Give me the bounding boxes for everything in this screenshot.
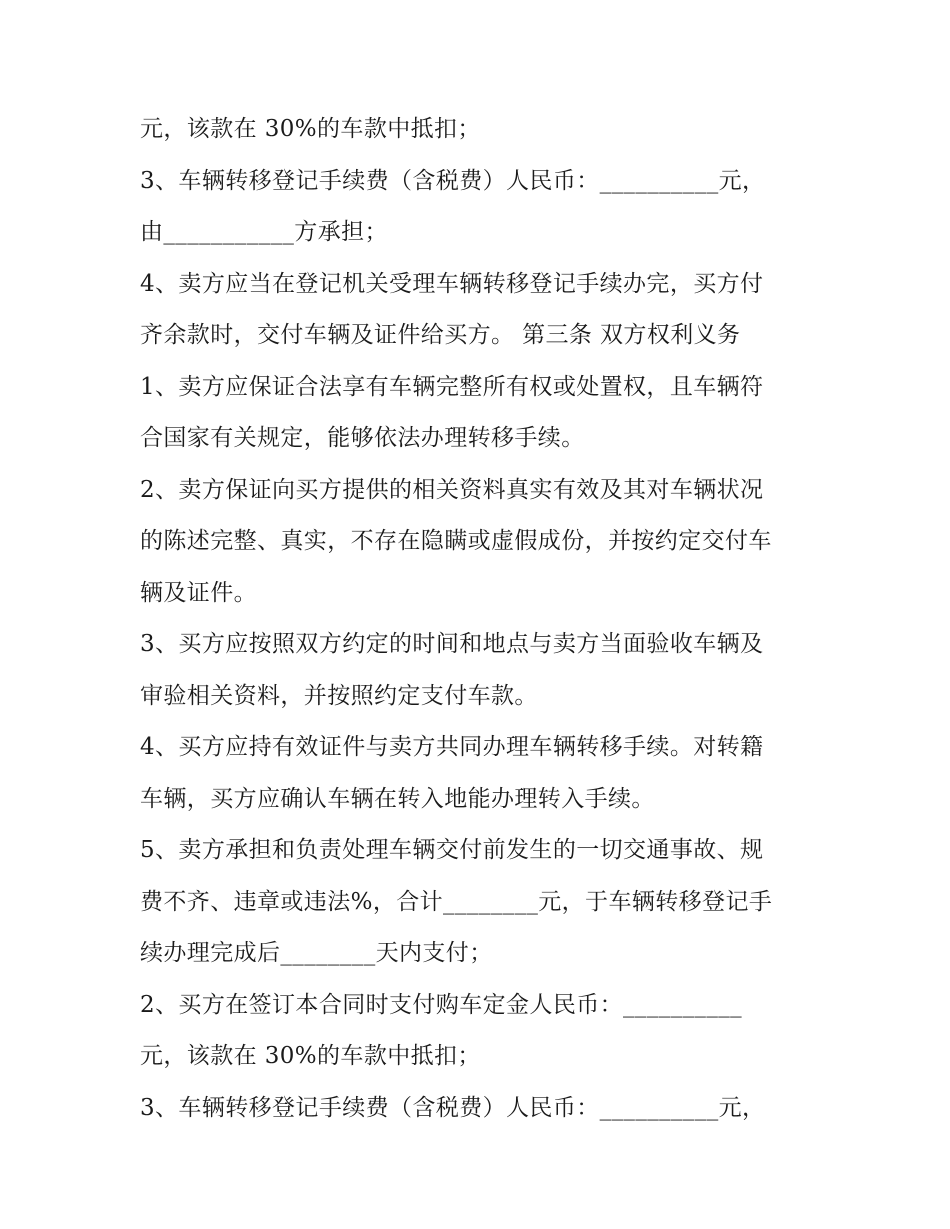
text-line: 3、买方应按照双方约定的时间和地点与卖方当面验收车辆及 bbox=[140, 631, 764, 657]
text-line: 元，该款在 30%的车款中抵扣； bbox=[140, 1043, 481, 1069]
text-line: 2、买方在签订本合同时支付购车定金人民币：__________ bbox=[140, 991, 743, 1018]
document-body bbox=[140, 104, 830, 1134]
text-line: 2、卖方保证向买方提供的相关资料真实有效及其对车辆状况 bbox=[140, 476, 764, 503]
text-line: 车辆，买方应确认车辆在转入地能办理转入手续。 bbox=[140, 785, 655, 812]
text-line: 4、买方应持有效证件与卖方共同办理车辆转移手续。对转籍 bbox=[140, 734, 764, 760]
text-line: 的陈述完整、真实，不存在隐瞒或虚假成份，并按约定交付车 bbox=[140, 528, 772, 554]
text-line: 费不齐、违章或违法%，合计________元，于车辆转移登记手 bbox=[140, 888, 773, 915]
text-line: 辆及证件。 bbox=[140, 579, 257, 606]
text-line: 合国家有关规定，能够依法办理转移手续。 bbox=[140, 425, 585, 451]
text-line: 审验相关资料，并按照约定支付车款。 bbox=[140, 682, 538, 709]
text-line: 齐余款时，交付车辆及证件给买方。 第三条 双方权利义务 bbox=[140, 322, 741, 348]
text-line: 3、车辆转移登记手续费（含税费）人民币：__________元， bbox=[140, 167, 766, 194]
text-line: 3、车辆转移登记手续费（含税费）人民币：__________元， bbox=[140, 1094, 766, 1121]
text-line: 续办理完成后________天内支付； bbox=[140, 940, 493, 966]
text-line: 5、卖方承担和负责处理车辆交付前发生的一切交通事故、规 bbox=[140, 837, 764, 863]
text-line: 4、卖方应当在登记机关受理车辆转移登记手续办完，买方付 bbox=[140, 270, 764, 297]
text-line: 由___________方承担； bbox=[140, 219, 388, 245]
text-line: 元，该款在 30%的车款中抵扣； bbox=[140, 116, 481, 142]
text-line: 1、卖方应保证合法享有车辆完整所有权或处置权，且车辆符 bbox=[140, 373, 764, 400]
